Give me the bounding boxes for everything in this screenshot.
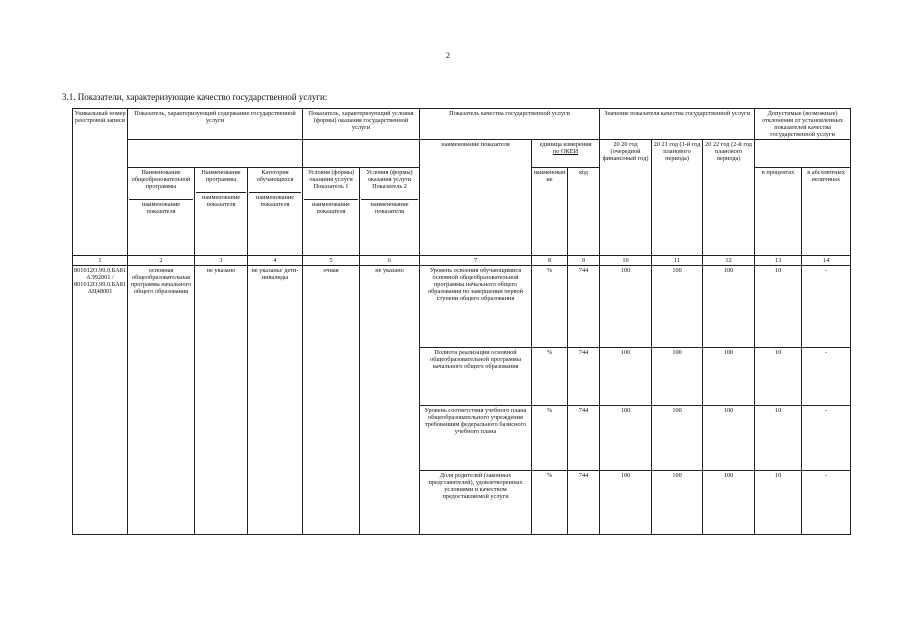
header-quality-indicator: Показатель качества государственной услуги xyxy=(420,109,600,140)
header-indicator-name: наименование показателя xyxy=(420,140,532,256)
indicator-percent: 10 xyxy=(755,406,802,471)
indicator-absolute: - xyxy=(802,266,851,348)
indicator-name: Уровень соответствия учебного плана общеобразовательного учреждения требованиям федерального базисного учебного плана xyxy=(420,406,532,471)
column-number: 4 xyxy=(248,256,303,266)
record-unique-number: 801012О.99.0.БА81АЭ92001 / 801012О.99.0.БА81АЦ48001 xyxy=(73,266,128,535)
indicator-year1: 100 xyxy=(600,406,652,471)
conditions1-sub: наименование показателя xyxy=(304,199,358,215)
header-student-category xyxy=(248,168,303,256)
indicator-year1: 100 xyxy=(600,348,652,406)
record-program-title: не указано xyxy=(195,266,248,535)
indicator-year3: 100 xyxy=(703,266,755,348)
header-year2: 20 21 год (1-й год планового периода) xyxy=(652,140,703,256)
header-conditions-indicator: Показатель, характеризующий условия (формы) оказания государственной услуги xyxy=(303,109,420,140)
column-number: 8 xyxy=(532,256,568,266)
indicator-code: 744 xyxy=(568,348,600,406)
header-unit-label: единица измерения xyxy=(539,141,592,149)
header-content-indicator: Показатель, характеризующий содержание государственной услуги xyxy=(128,109,303,140)
header-year3: 20 22 год (2-й год планового периода) xyxy=(703,140,755,256)
indicator-name: Доля родителей (законных представителей), удовлетворенных условиями и качеством предоставляемой услуги xyxy=(420,471,532,535)
program-title-sub: наименование показателя xyxy=(196,192,246,208)
header-program-title xyxy=(195,168,248,256)
header-okei-label: по ОКЕИ xyxy=(552,148,579,156)
indicator-code: 744 xyxy=(568,266,600,348)
header-quality-value: Значение показателя качества государственной услуги xyxy=(600,109,755,140)
indicator-unit: % xyxy=(532,471,568,535)
header-unit xyxy=(532,140,600,168)
header-unique-number: Уникальный номер реестровой записи xyxy=(73,109,128,256)
indicator-year2: 100 xyxy=(652,406,703,471)
column-number: 6 xyxy=(360,256,420,266)
quality-indicators-table xyxy=(72,108,851,535)
indicator-absolute: - xyxy=(802,406,851,471)
record-condition1: очная xyxy=(303,266,360,535)
column-number: 12 xyxy=(703,256,755,266)
indicator-unit: % xyxy=(532,266,568,348)
content-subhead-blank xyxy=(128,140,303,168)
record-condition2: не указано xyxy=(360,266,420,535)
column-number: 11 xyxy=(652,256,703,266)
indicator-absolute: - xyxy=(802,348,851,406)
header-deviations: Допустимые (возможные) отклонения от установленных показателей качества государственной услуги xyxy=(755,109,851,140)
column-numbers-row xyxy=(73,256,851,266)
indicator-percent: 10 xyxy=(755,266,802,348)
column-number: 14 xyxy=(802,256,851,266)
student-category-sub: наименование показателя xyxy=(249,192,301,208)
program-title-label: Наименование программы xyxy=(201,169,241,184)
header-percent: в процентах xyxy=(755,168,802,256)
column-number: 9 xyxy=(568,256,600,266)
indicator-year1: 100 xyxy=(600,471,652,535)
conditions1-label: Условия (формы) оказания услуги Показатель 1 xyxy=(307,169,355,191)
indicator-year3: 100 xyxy=(703,406,755,471)
indicator-year2: 100 xyxy=(652,348,703,406)
indicator-year3: 100 xyxy=(703,471,755,535)
indicator-name: Полнота реализации основной общеобразовательной программы начального общего образования xyxy=(420,348,532,406)
column-number: 13 xyxy=(755,256,802,266)
program-name-label: Наименование общеобразовательной программы xyxy=(131,169,191,191)
column-number: 3 xyxy=(195,256,248,266)
page-number: 2 xyxy=(446,51,450,60)
header-year1: 20 20 год (очередной финансовый год) xyxy=(600,140,652,256)
indicator-year2: 100 xyxy=(652,471,703,535)
indicator-name: Уровень освоения обучающимися основной общеобразовательной программы начального общего образования по завершении первой ступени общего образования xyxy=(420,266,532,348)
conditions2-sub: наименование показателя xyxy=(361,199,418,215)
header-unit-name: наименование xyxy=(532,168,568,256)
record-program: основная общеобразовательная программа начального общего образования xyxy=(128,266,195,535)
indicator-code: 744 xyxy=(568,406,600,471)
deviations-subhead-blank xyxy=(755,140,851,168)
header-conditions1 xyxy=(303,168,360,256)
header-unit-code: код xyxy=(568,168,600,256)
indicator-percent: 10 xyxy=(755,471,802,535)
column-number: 5 xyxy=(303,256,360,266)
conditions-subhead-blank xyxy=(303,140,420,168)
indicator-year2: 100 xyxy=(652,266,703,348)
column-number: 2 xyxy=(128,256,195,266)
program-name-sub: наименование показателя xyxy=(129,199,193,215)
header-absolute: в абсолютных величинах xyxy=(802,168,851,256)
header-program-name xyxy=(128,168,195,256)
indicator-year1: 100 xyxy=(600,266,652,348)
record-category: не указаны/ дети-инвалиды xyxy=(248,266,303,535)
section-title: 3.1. Показатели, характеризующие качество государственной услуги: xyxy=(62,92,328,102)
column-number: 1 xyxy=(73,256,128,266)
header-conditions2 xyxy=(360,168,420,256)
student-category-label: Категория обучающихся xyxy=(256,169,294,184)
column-number: 7 xyxy=(420,256,532,266)
indicator-unit: % xyxy=(532,406,568,471)
column-number: 10 xyxy=(600,256,652,266)
conditions2-label: Условия (формы) оказания услуги Показатель 2 xyxy=(366,169,413,191)
indicator-year3: 100 xyxy=(703,348,755,406)
indicator-percent: 10 xyxy=(755,348,802,406)
indicator-unit: % xyxy=(532,348,568,406)
indicator-absolute: - xyxy=(802,471,851,535)
indicator-code: 744 xyxy=(568,471,600,535)
table-row xyxy=(73,266,851,348)
